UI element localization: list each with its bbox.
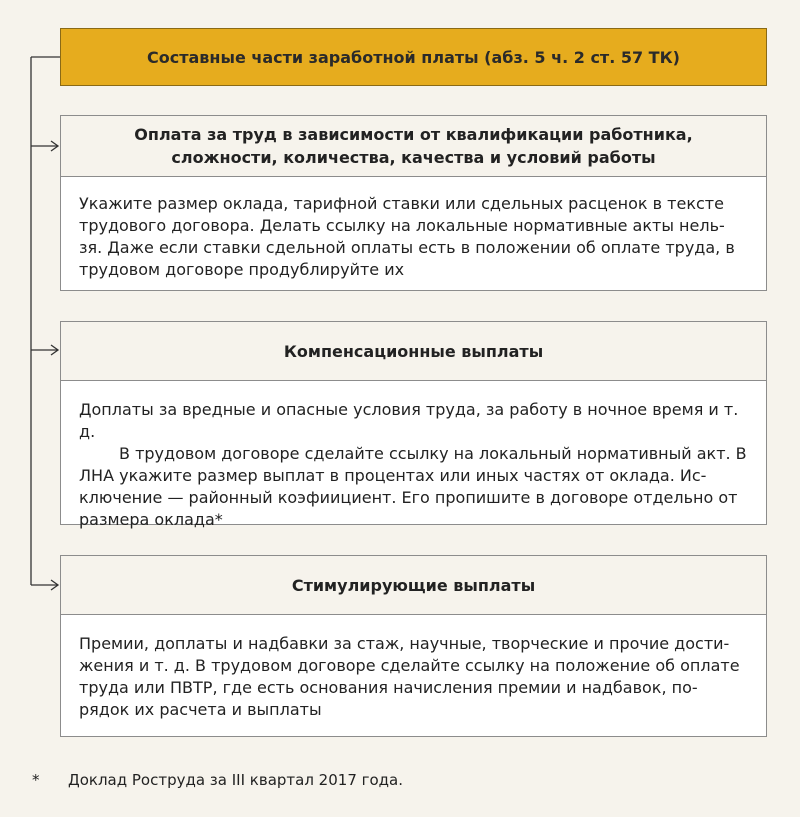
diagram-title-box [60, 28, 767, 86]
card-body [61, 615, 766, 721]
card-body-text: Укажите размер оклада, тарифной ставки или сдельных расценок в тексте трудового договора. Делать ссылку на локальные нормативные акты нель- зя. Даже если ставки сдельной оплаты есть в положении об оплате труда, в трудовом договоре продублируйте их [79, 194, 735, 279]
card-heading: Стимулирующие выплаты [291, 575, 536, 595]
card-header [61, 322, 766, 381]
card-body [61, 177, 766, 281]
card-heading: Компенсационные выплаты [283, 341, 544, 361]
footnote [32, 771, 403, 789]
card-incentive-payments [60, 555, 767, 737]
card-body [61, 381, 766, 531]
card-body-text-1: Доплаты за вредные и опасные условия труда, за работу в ночное время и т. д. [79, 400, 739, 441]
diagram-title: Составные части заработной платы (абз. 5 ч. 2 ст. 57 ТК) [147, 47, 680, 67]
footnote-marker: * [32, 771, 40, 789]
card-heading-line-2: сложности, количества, качества и условий работы [171, 148, 656, 167]
card-body-text: Премии, доплаты и надбавки за стаж, научные, творческие и прочие дости- жения и т. д. В трудовом договоре сделайте ссылку на положение об оплате труда или ПВТР, где есть основания начисления премии и надбавок, по- рядок их расчета и выплаты [79, 634, 740, 719]
footnote-text: Доклад Роструда за III квартал 2017 года. [68, 771, 404, 789]
card-header [61, 116, 766, 177]
card-body-text-2: В трудовом договоре сделайте ссылку на локальный нормативный акт. В ЛНА укажите размер выплат в процентах или иных частях от оклада. Ис- ключение — районный коэфиициент. Его пропишите в договоре отдельно от размера оклада* [79, 444, 747, 529]
card-compensation-payments [60, 321, 767, 529]
card-qualification-pay [60, 115, 767, 291]
card-header [61, 556, 766, 615]
card-heading-line-1: Оплата за труд в зависимости от квалификации работника, [134, 125, 693, 144]
